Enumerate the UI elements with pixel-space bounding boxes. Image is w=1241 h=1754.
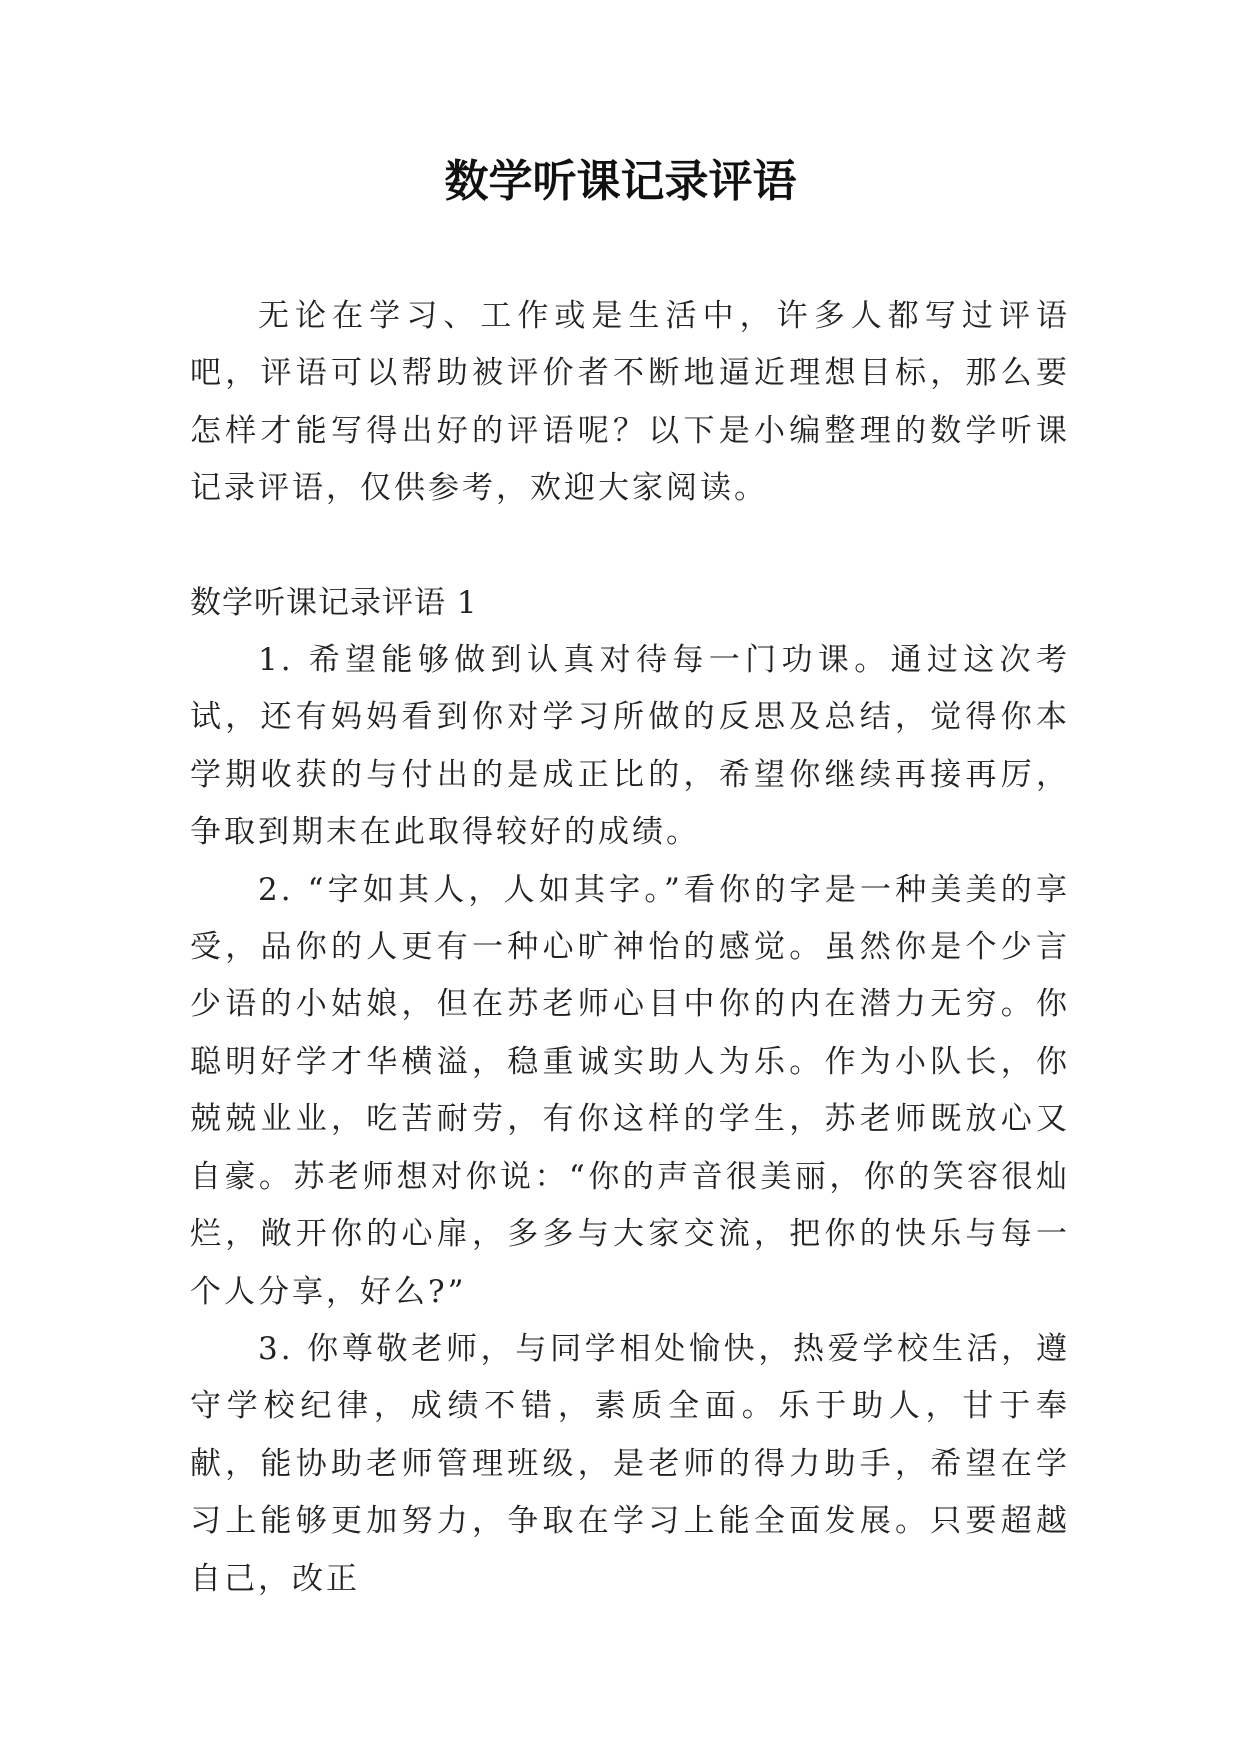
document-body xyxy=(190,288,1070,1608)
comment-paragraph-2: 2. “字如其人，人如其字。”看你的字是一种美美的享受，品你的人更有一种心旷神怡的感觉。虽然你是个少言少语的小姑娘，但在苏老师心目中你的内在潜力无穷。你聪明好学才华横溢，稳重诚实助人为乐。作为小队长，你兢兢业业，吃苦耐劳，有你这样的学生，苏老师既放心又自豪。苏老师想对你说：“你的声音很美丽，你的笑容很灿烂，敞开你的心扉，多多与大家交流，把你的快乐与每一个人分享，好么?” xyxy=(190,871,1070,1310)
comment-paragraph-3: 3. 你尊敬老师，与同学相处愉快，热爱学校生活，遵守学校纪律，成绩不错，素质全面。乐于助人，甘于奉献，能协助老师管理班级，是老师的得力助手，希望在学习上能够更加努力，争取在学习上能全面发展。只要超越自己，改正 xyxy=(190,1330,1070,1597)
section-heading: 数学听课记录评语 1 xyxy=(190,584,478,621)
intro-paragraph: 无论在学习、工作或是生活中，许多人都写过评语吧，评语可以帮助被评价者不断地逼近理想目标，那么要怎样才能写得出好的评语呢？以下是小编整理的数学听课记录评语，仅供参考，欢迎大家阅读。 xyxy=(190,298,1070,507)
comment-paragraph-1: 1. 希望能够做到认真对待每一门功课。通过这次考试，还有妈妈看到你对学习所做的反思及总结，觉得你本学期收获的与付出的是成正比的，希望你继续再接再厉，争取到期末在此取得较好的成绩。 xyxy=(190,642,1070,851)
paragraph-spacer xyxy=(190,518,1070,575)
document-title: 数学听课记录评语 xyxy=(444,156,797,207)
